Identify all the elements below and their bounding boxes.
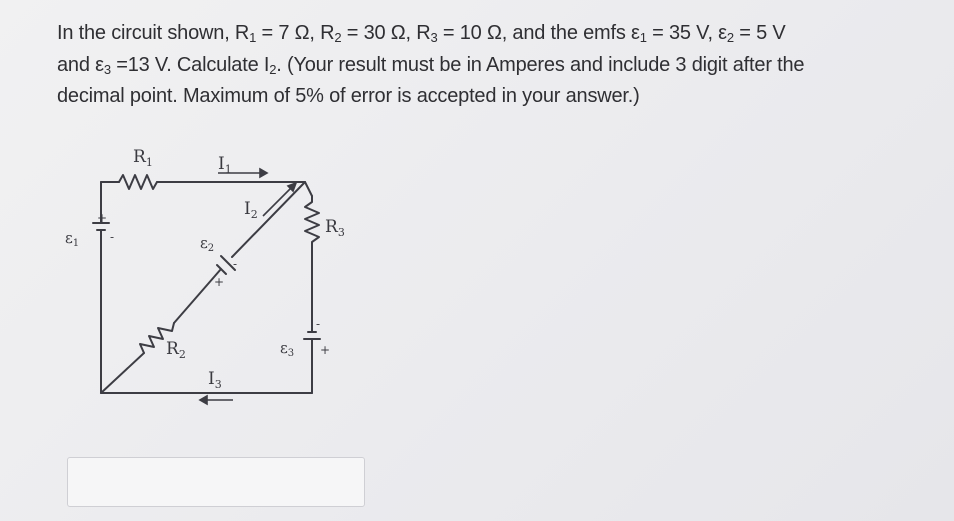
wire-diagonal-bottom bbox=[101, 353, 144, 393]
question-text-1: In the circuit shown, R bbox=[57, 22, 250, 44]
i3-arrowhead bbox=[200, 396, 207, 404]
question-text-6: = 5 V bbox=[733, 22, 786, 44]
e1-minus: - bbox=[110, 230, 115, 244]
question-text-2: = 7 Ω, R bbox=[256, 22, 335, 44]
r1-label: $R_1$ bbox=[133, 147, 153, 169]
e1-plus: + bbox=[97, 211, 108, 225]
sub-r1: 1 bbox=[249, 30, 257, 45]
r2-label: $R_2$ bbox=[166, 339, 186, 361]
e1-label: $\varepsilon_1$ bbox=[65, 229, 80, 249]
question-text-5: = 35 V, ε bbox=[646, 22, 727, 44]
i1-label: $I_1$ bbox=[218, 154, 232, 176]
question-text-8: =13 V. Calculate I bbox=[110, 53, 270, 76]
i3-label: $I_3$ bbox=[208, 369, 222, 391]
resistor-r3 bbox=[305, 196, 319, 248]
sub-r3: 3 bbox=[430, 30, 438, 45]
i1-arrowhead bbox=[260, 169, 267, 177]
sub-e3: 3 bbox=[103, 61, 111, 77]
question-text-4: = 10 Ω, and the emfs ε bbox=[437, 22, 640, 44]
e2-label: $\varepsilon_2$ bbox=[200, 234, 215, 254]
question-text-9: . (Your result must be in Amperes and include 3 digit after the bbox=[276, 53, 805, 76]
wire-diagonal-top bbox=[232, 182, 305, 257]
e2-plus: + bbox=[214, 275, 225, 289]
circuit-diagram bbox=[55, 140, 375, 410]
sub-e2: 2 bbox=[726, 30, 734, 45]
i2-label: $I_2$ bbox=[244, 199, 258, 221]
e3-minus: - bbox=[316, 317, 321, 331]
e3-plus: + bbox=[320, 343, 331, 357]
e2-minus: - bbox=[233, 257, 238, 271]
r3-label: $R_3$ bbox=[325, 217, 345, 239]
question-text-7: and ε bbox=[57, 53, 104, 76]
e3-label: $\varepsilon_3$ bbox=[280, 339, 295, 359]
sub-i2: 2 bbox=[269, 61, 277, 77]
sub-e1: 1 bbox=[639, 30, 647, 45]
question-text-10: decimal point. Maximum of 5% of error is accepted in your answer.) bbox=[57, 85, 640, 107]
answer-input[interactable] bbox=[67, 457, 365, 507]
wire-right-top bbox=[305, 182, 312, 196]
question-text bbox=[57, 18, 917, 113]
resistor-r1 bbox=[119, 175, 157, 189]
sub-r2: 2 bbox=[334, 30, 342, 45]
question-text-3: = 30 Ω, R bbox=[341, 22, 431, 44]
